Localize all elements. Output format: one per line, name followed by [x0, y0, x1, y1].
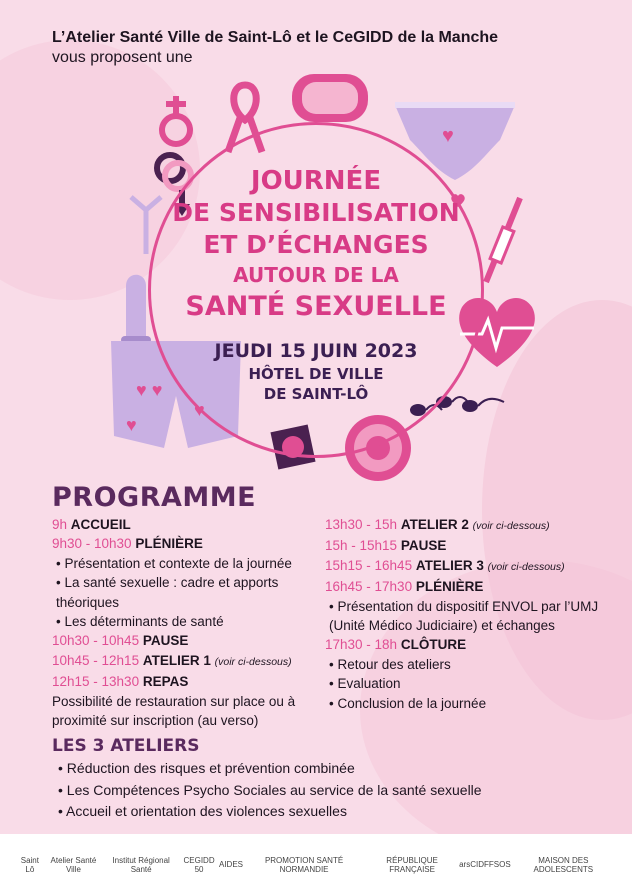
schedule-time: 9h: [52, 517, 68, 532]
republique-logo: RÉPUBLIQUE FRANÇAISE: [386, 855, 438, 874]
schedule-bullet: • Evaluation: [329, 676, 401, 692]
schedule-item: [325, 536, 615, 555]
programme-heading: PROGRAMME: [52, 482, 257, 513]
svg-text:♥ ♥: ♥ ♥: [136, 380, 163, 400]
schedule-bullet: • Présentation du dispositif ENVOL par l’UMJ (Unité Médico Judiciaire) et échanges: [329, 598, 599, 634]
schedule-item: [52, 534, 322, 553]
schedule-label: PAUSE: [142, 633, 189, 649]
event-place-2: DE SAINT-LÔ: [263, 385, 369, 403]
schedule-item: [325, 635, 615, 654]
event-title: [160, 165, 472, 325]
intro-line-2: vous proposent une: [52, 49, 193, 66]
schedule-item: [52, 554, 322, 573]
schedule-label: ATELIER 3: [415, 557, 484, 573]
schedule-time: 15h15 - 16h45: [325, 557, 413, 573]
event-date: JEUDI 15 JUIN 2023: [214, 340, 418, 362]
title-line-3: ET D’ÉCHANGES: [203, 230, 429, 259]
atelier-sante-ville-logo: Atelier Santé Ville: [50, 855, 97, 874]
schedule-time: 9h30 - 10h30: [52, 536, 132, 552]
schedule-item: [325, 515, 615, 536]
title-line-2: DE SENSIBILISATION: [172, 198, 460, 227]
schedule-item: [52, 651, 322, 672]
hero-illustration: [0, 70, 632, 490]
schedule-item: [325, 597, 615, 636]
pill-case-icon: [290, 72, 370, 124]
schedule-item: [52, 515, 322, 534]
schedule-item: [325, 674, 615, 693]
event-place-1: HÔTEL DE VILLE: [248, 365, 384, 383]
maison-adolescents-logo: MAISON DES ADOLESCENTS: [533, 855, 594, 874]
institut-regional-logo: Institut Régional Santé: [112, 855, 170, 874]
intro-line-1: L’Atelier Santé Ville de Saint-Lô et le CeGIDD de la Manche: [52, 29, 499, 46]
schedule-item: [325, 655, 615, 674]
schedule-item: [325, 577, 615, 596]
schedule-time: 17h30 - 18h: [325, 637, 398, 653]
title-line-4: AUTOUR DE LA: [233, 263, 399, 287]
partner-logos-footer: [0, 834, 632, 895]
ars-logo: ars: [459, 860, 471, 869]
schedule-time: 10h30 - 10h45: [52, 633, 140, 649]
programme-left-column: [52, 515, 322, 730]
schedule-label: CLÔTURE: [400, 637, 467, 653]
schedule-label: PLÉNIÈRE: [135, 536, 203, 552]
atelier-item: • Les Compétences Psycho Sociales au service de la santé sexuelle: [58, 781, 482, 798]
schedule-bullet: • Présentation et contexte de la journée: [56, 555, 292, 571]
ateliers-list: [58, 758, 618, 823]
schedule-item: [52, 692, 322, 731]
title-line-5: SANTÉ SEXUELLE: [185, 291, 447, 322]
schedule-item: [325, 556, 615, 577]
schedule-time: 13h30 - 15h: [325, 517, 398, 532]
schedule-label: REPAS: [142, 674, 189, 690]
schedule-time: 10h45 - 12h15: [52, 652, 140, 668]
cidff-logo: CIDFF: [470, 860, 494, 869]
schedule-bullet: • La santé sexuelle : cadre et apports théoriques: [56, 575, 279, 610]
schedule-item: [52, 573, 322, 612]
schedule-label: PLÉNIÈRE: [415, 579, 484, 595]
schedule-bullet: • Conclusion de la journée: [329, 695, 487, 711]
svg-text:♥: ♥: [194, 400, 205, 420]
schedule-item: [325, 694, 615, 713]
schedule-label: ACCUEIL: [70, 517, 131, 532]
schedule-item: [52, 672, 322, 691]
schedule-note: (voir ci-dessous): [487, 560, 565, 573]
svg-text:♥: ♥: [442, 125, 454, 147]
schedule-item: [52, 612, 322, 631]
title-line-1: JOURNÉE: [250, 166, 382, 196]
schedule-item: [52, 631, 322, 650]
saint-lo-logo: Saint Lô: [20, 855, 39, 874]
atelier-item: • Réduction des risques et prévention combinée: [58, 760, 355, 776]
schedule-label: ATELIER 2: [400, 517, 469, 532]
sos-logo: SOS: [493, 860, 511, 869]
programme-right-column: [325, 515, 615, 713]
syringe-icon: [478, 190, 528, 290]
cegidd-logo: CEGIDD 50: [183, 855, 215, 874]
schedule-bullet: • Les déterminants de santé: [56, 614, 224, 630]
schedule-text: Possibilité de restauration sur place ou à proximité sur inscription (au verso): [52, 693, 296, 729]
schedule-label: ATELIER 1: [142, 652, 211, 668]
aides-logo: AIDES: [219, 860, 244, 869]
schedule-note: (voir ci-dessous): [472, 520, 550, 532]
schedule-bullet: • Retour des ateliers: [329, 656, 451, 672]
schedule-time: 16h45 - 17h30: [325, 579, 413, 595]
schedule-time: 12h15 - 13h30: [52, 674, 140, 690]
atelier-item: • Accueil et orientation des violences sexuelles: [58, 803, 347, 820]
schedule-label: PAUSE: [400, 538, 447, 554]
intro-text: [52, 28, 612, 68]
ateliers-heading: LES 3 ATELIERS: [52, 736, 200, 756]
schedule-time: 15h - 15h15: [325, 538, 398, 554]
promotion-sante-logo: PROMOTION SANTÉ NORMANDIE: [264, 855, 344, 874]
schedule-note: (voir ci-dessous): [214, 655, 292, 668]
event-date-place: [160, 338, 472, 404]
svg-text:♥: ♥: [126, 415, 137, 435]
